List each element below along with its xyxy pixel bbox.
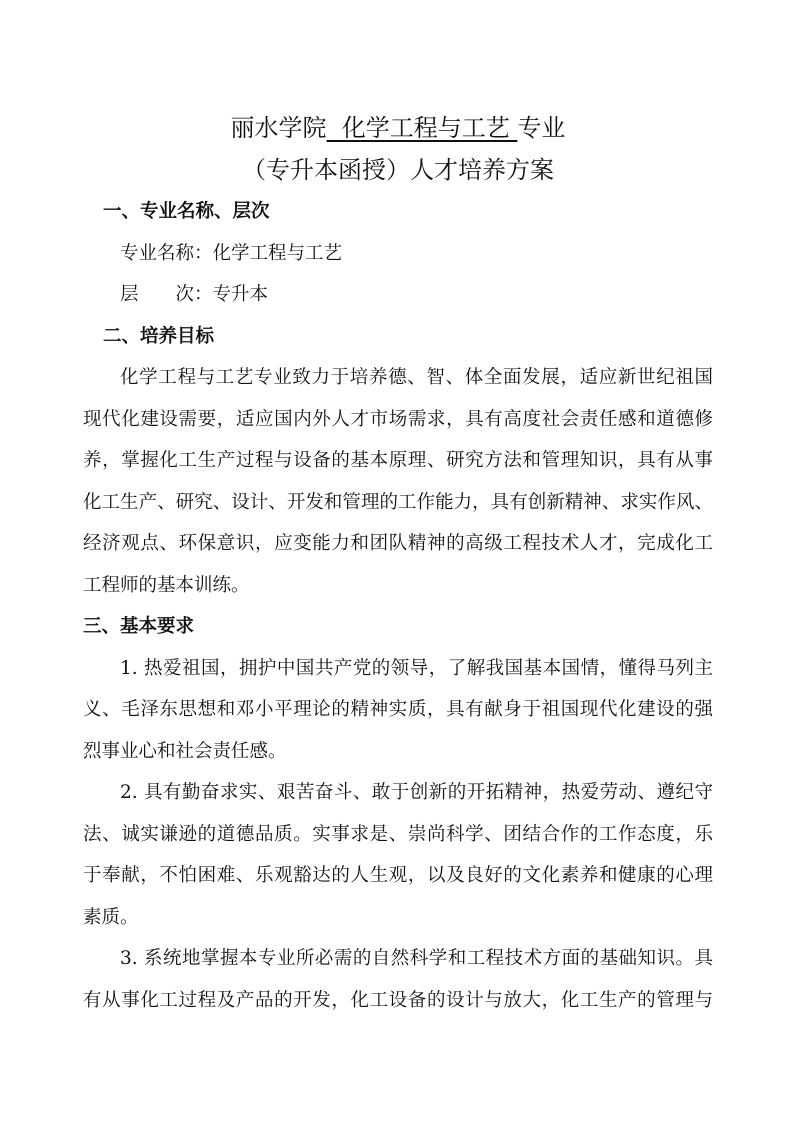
paragraph-line: 义、毛泽东思想和邓小平理论的精神实质，具有献身于祖国现代化建设的强 [83, 699, 713, 720]
title-school: 丽水学院 [230, 114, 327, 142]
document-title [83, 108, 713, 150]
paragraph-line: 1. 热爱祖国，拥护中国共产党的领导，了解我国基本国情，懂得马列主 [120, 657, 713, 679]
section-heading-1: 一、专业名称、层次 [103, 201, 270, 222]
title-major: 化学工程与工艺 [326, 114, 518, 142]
document-page [83, 108, 713, 1021]
paragraph-line: 化工生产、研究、设计、开发和管理的工作能力，具有创新精神、求实作风、 [83, 491, 713, 513]
paragraph-line: 养，掌握化工生产过程与设备的基本原理、研究方法和管理知识，具有从事 [83, 450, 713, 471]
level-label: 层 次： [120, 284, 213, 305]
paragraph-line: 化学工程与工艺专业致力于培养德、智、体全面发展，适应新世纪祖国 [120, 367, 713, 388]
level-value: 专升本 [212, 284, 269, 305]
paragraph-line: 法、诚实谦逊的道德品质。实事求是、崇尚科学、团结合作的工作态度，乐 [83, 823, 713, 845]
document-subtitle: （专升本函授）人才培养方案 [242, 155, 554, 184]
paragraph-line: 烈事业心和社会责任感。 [83, 740, 287, 762]
section-heading-2: 二、培养目标 [103, 325, 215, 347]
paragraph-line: 经济观点、环保意识，应变能力和团队精神的高级工程技术人才，完成化工 [83, 533, 713, 554]
level-line [83, 274, 713, 316]
section-heading-3: 三、基本要求 [83, 616, 195, 637]
paragraph-line: 素质。 [83, 906, 139, 928]
paragraph-line: 3. 系统地掌握本专业所必需的自然科学和工程技术方面的基础知识。具 [120, 948, 713, 969]
paragraph-line: 有从事化工过程及产品的开发，化工设备的设计与放大，化工生产的管理与 [83, 989, 713, 1011]
paragraph-line: 2. 具有勤奋求实、艰苦奋斗、敢于创新的开拓精神，热爱劳动、遵纪守 [120, 782, 713, 803]
major-name: 专业名称：化学工程与工艺 [120, 242, 343, 264]
paragraph-line: 于奉献，不怕困难、乐观豁达的人生观，以及良好的文化素养和健康的心理 [83, 865, 713, 886]
paragraph-line: 现代化建设需要，适应国内外人才市场需求，具有高度社会责任感和道德修 [83, 408, 713, 430]
title-suffix: 专业 [517, 114, 566, 142]
paragraph-line: 工程师的基本训练。 [83, 574, 250, 596]
